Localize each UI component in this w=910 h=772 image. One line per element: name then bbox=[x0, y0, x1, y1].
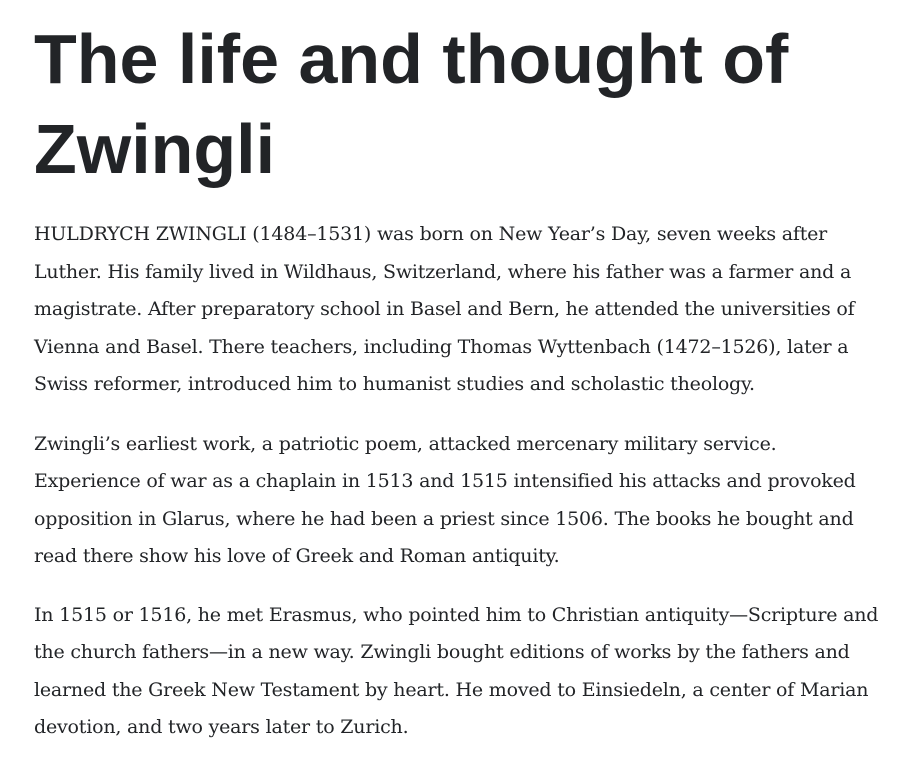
article-title: The life and thought of Zwingli bbox=[34, 20, 789, 188]
article bbox=[34, 0, 884, 747]
article-paragraph-3: In 1515 or 1516, he met Erasmus, who pointed him to Christian antiquity—Scripture and the church fathers—in a new way. Zwingli bought editions of works by the fathers and learned the Greek New Testament by heart. He moved to Einsiedeln, a center of Marian devotion, and two years later to Zurich. bbox=[34, 603, 879, 738]
article-paragraph-1: HULDRYCH ZWINGLI (1484–1531) was born on New Year’s Day, seven weeks after Luther. His family lived in Wildhaus, Switzerland, where his father was a farmer and a magistrate. After preparatory school in Basel and Bern, he attended the universities of Vienna and Basel. There teachers, including Thomas Wyttenbach (1472–1526), later a Swiss reformer, introduced him to humanist studies and scholastic theology. bbox=[34, 223, 855, 395]
article-paragraph-2: Zwingli’s earliest work, a patriotic poem, attacked mercenary military service. Experience of war as a chaplain in 1513 and 1515 intensified his attacks and provoked opposition in Glarus, where he had been a priest since 1506. The books he bought and read there show his love of Greek and Roman antiquity. bbox=[34, 432, 856, 567]
